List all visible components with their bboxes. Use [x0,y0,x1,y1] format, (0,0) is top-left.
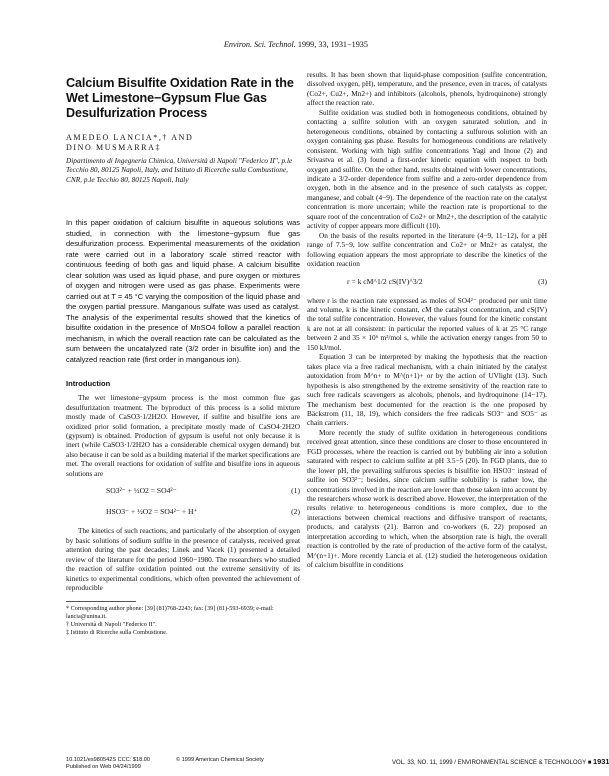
equation-3-number: (3) [538,276,547,286]
intro-paragraph-2: The kinetics of such reactions, and particularly of the absorption of oxygen by basic solutions of sodium sulfite in the presence of catalysts, received great attention during the past decades; Linek and Vacek (1) presented a detailed review of the literature for the period 1960−1980. The researchers who studied the reaction of sulfite oxidation pointed out the extreme sensitivity of its kinetics to experimental conditions, which often prevented the achievement of reproducible [66,526,300,593]
footer-journal-line: VOL. 33, NO. 11, 1999 / ENVIRONMENTAL SCIENCE & TECHNOLOGY [392,760,587,766]
right-paragraph-3: On the basis of the results reported in the literature (4−9, 11−12), for a pH range of 7.5−9, low sulfite concentration and Co2+ or Mn2+ as catalyst, the following equation appears the most appropriate to describe the kinetics of the oxidation reaction [307,230,547,269]
equation-2 [66,505,300,520]
right-paragraph-2: Sulfite oxidation was studied both in homogeneous conditions, obtained by contacting a sulfite solution with an oxygen saturated solution, and in heterogeneous conditions, obtained by contacting a sulfurous solution with an oxygen containing gas phase. Results for homogeneous conditions are relatively consistent. Working with high sulfite concentrations Yagi and Inoue (2) and Srivastva et al. (3) found a first-order kinetic equation with respect to both oxygen and sulfite. On the other hand, results obtained with lower concentrations, indicate a 3/2-order dependence from sulfite and a zero-order dependence from oxygen, both in the absence and in the presence of such catalysts as copper, manganese, and cobalt (4−9). The dependence of the reaction rate on the catalyst concentration is more uncertain; while the reaction rate is proportional to the square root of the concentration of Co2+ or Mn2+, the description of the catalytic activity of copper appears more difficult (10). [307,107,547,231]
doi-block [66,757,150,771]
journal-name: Environ. Sci. Technol. [223,40,296,49]
article-title: Calcium Bisulfite Oxidation Rate in the Wet Limestone−Gypsum Flue Gas Desulfurization Process [66,76,294,120]
intro-paragraph-1: The wet limestone−gypsum process is the most common flue gas desulfurization treatment. The byproduct of this process is a solid mixture mostly made of CaSO3·1/2H2O. However, if sulfite and bisulfite ions are oxidized prior solid formation, a precipitate mostly made of CaSO4·2H2O (gypsum) is obtained. Production of gypsum is useful not only because it is inert (while CaSO3·1/2H2O has a considerable chemical oxygen demand) but also because it can be sold as a building material if the market specifications are met. The overall reactions for oxidation of sulfite and bisulfite ions in aqueous solutions are [66,393,300,478]
copyright-notice: © 1999 American Chemical Society [176,757,264,763]
publication-date: Published on Web 04/24/1999 [66,764,141,770]
right-paragraph-1: results. It has been shown that liquid-phase composition (sulfite concentration, dissolved oxygen, pH), temperature, and the presence, even in traces, of catalysts (Co2+, Cu2+, Mn2+) and inhibitors (alcohols, phenols, hydroquinone) strongly affect the reaction rate. [307,70,547,108]
journal-header [224,40,368,49]
author-line-1: AMEDEO LANCIA*,† AND [66,133,194,142]
left-column [66,70,300,637]
author-list [66,133,300,153]
section-heading-introduction: Introduction [66,379,111,389]
footnote-affiliation-1: † Università di Napoli "Federico II". [66,621,157,629]
equation-2-expression: HSO3⁻ + ½O2 = SO4²⁻ + H⁺ [106,507,198,517]
footnote-corresponding-author: * Corresponding author phone: [39] (81)768-2243; fax: [39] (81)-593-6939; e-mail: lancia@unina.it. [66,605,274,621]
right-paragraph-4: where r is the reaction rate expressed as moles of SO4²⁻ produced per unit time and volume, k is the kinetic constant, cM the catalyst concentration, and cS(IV) the total sulfite concentration. However, the values found for the kinetic constant k are not at all consistent: in particular the reported values of k at 25 °C range between 2 and 35 × 10⁶ m³/mol s, while the activation energy ranges from 50 to 150 kJ/mol. [307,295,547,352]
equation-2-number: (2) [291,507,300,517]
equation-1-expression: SO3²⁻ + ½O2 = SO4²⁻ [106,486,177,496]
page-number: 1931 [593,757,609,766]
page-footer [392,757,609,766]
equation-3 [307,275,547,290]
equation-1 [66,484,300,499]
footnote-affiliation-2: ‡ Istituto di Ricerche sulla Combustione. [66,628,168,636]
doi-line: 10.1021/es980542S CCC: $18.00 [66,757,150,763]
equation-3-expression: r = k cM^1/2 cS(IV)^3/2 [347,276,423,286]
right-column [307,70,547,570]
footnote-divider [66,601,136,602]
right-paragraph-6: More recently the study of sulfite oxidation in heterogeneous conditions received great attention, since these conditions are closer to those encountered in FGD processes, where the reaction is carried out by bubbling air into a solution saturated with respect to calcium sulfite at pH 3.5−5 (20). In FGD plants, due to the lower pH, the prevailing sulfurous species is bisulfite ion HSO3⁻ instead of sulfite ion SO3²⁻; besides, since calcium sulfite solubility is rather low, the concentrations involved in the reaction are lower than those taken into account by the researchers whose work is described above. However, the interpretation of the results relative to heterogeneous conditions is more complex, due to the interactions between chemical reactions and diffusive transport of reactants, products, and catalysts (21). Barron and co-workers (6, 22) proposed an interpretation according to which, when the absorption rate is high, the overall reaction is controlled by the rate of production of the active form of the catalyst, M^(n+1)+. More recently Lancia et al. (12) studied the heterogeneous oxidation of calcium bisulfite in conditions [307,427,547,570]
affiliation: Dipartimento di Ingegneria Chimica, Università di Napoli "Federico II", p.le Tecchio 80, 80125 Napoli, Italy, and Istituto di Ricerche sulla Combustione, CNR, p.le Tecchio 80, 80125 Napoli, Italy [66,156,293,184]
right-paragraph-5: Equation 3 can be interpreted by making the hypothesis that the reaction takes place via a free radical mechanism, with a chain initiated by the catalyst autoxidation from M^n+ to M^(n+1)+ or by the action of UVlight (13). Such hypothesis is also strengthened by the extreme sensitivity of the reaction rate to such free radicals scavengers as alcohols, phenols, and hydroquinone (14−17). The mechanism best documented for the reaction is the one proposed by Bäckstrom (11, 18, 19), which considers the free radicals SO3⁻ and SO5⁻ as chain carriers. [307,352,547,428]
footer-bullet: ■ [587,760,592,766]
equation-1-number: (1) [291,486,300,496]
abstract: In this paper oxidation of calcium bisulfite in aqueous solutions was studied, in connection with the limestone−gypsum flue gas desulfurization process. Experimental measurements of the oxidation rate were carried out in a laboratory scale stirred reactor with continuous feeding of both gas and liquid phase. A calcium bisulfite clear solution was used as liquid phase, and pure oxygen or mixtures of oxygen and nitrogen were used as gas phase. Experiments were carried out at T = 45 °C varying the composition of the liquid phase and the oxygen partial pressure. Manganous sulfate was used as catalyst. The analysis of the experimental results showed that the kinetics of bisulfite oxidation in the presence of MnSO4 follow a parallel reaction mechanism, in which the overall reaction rate can be calculated as the sum between the uncatalyzed rate (3/2 order in bisulfite ion) and the catalyzed reaction rate (first order in manganous ion). [66,218,300,364]
author-line-2: DINO MUSMARRA‡ [66,143,162,152]
journal-citation: 1999, 33, 1931−1935 [297,40,368,49]
